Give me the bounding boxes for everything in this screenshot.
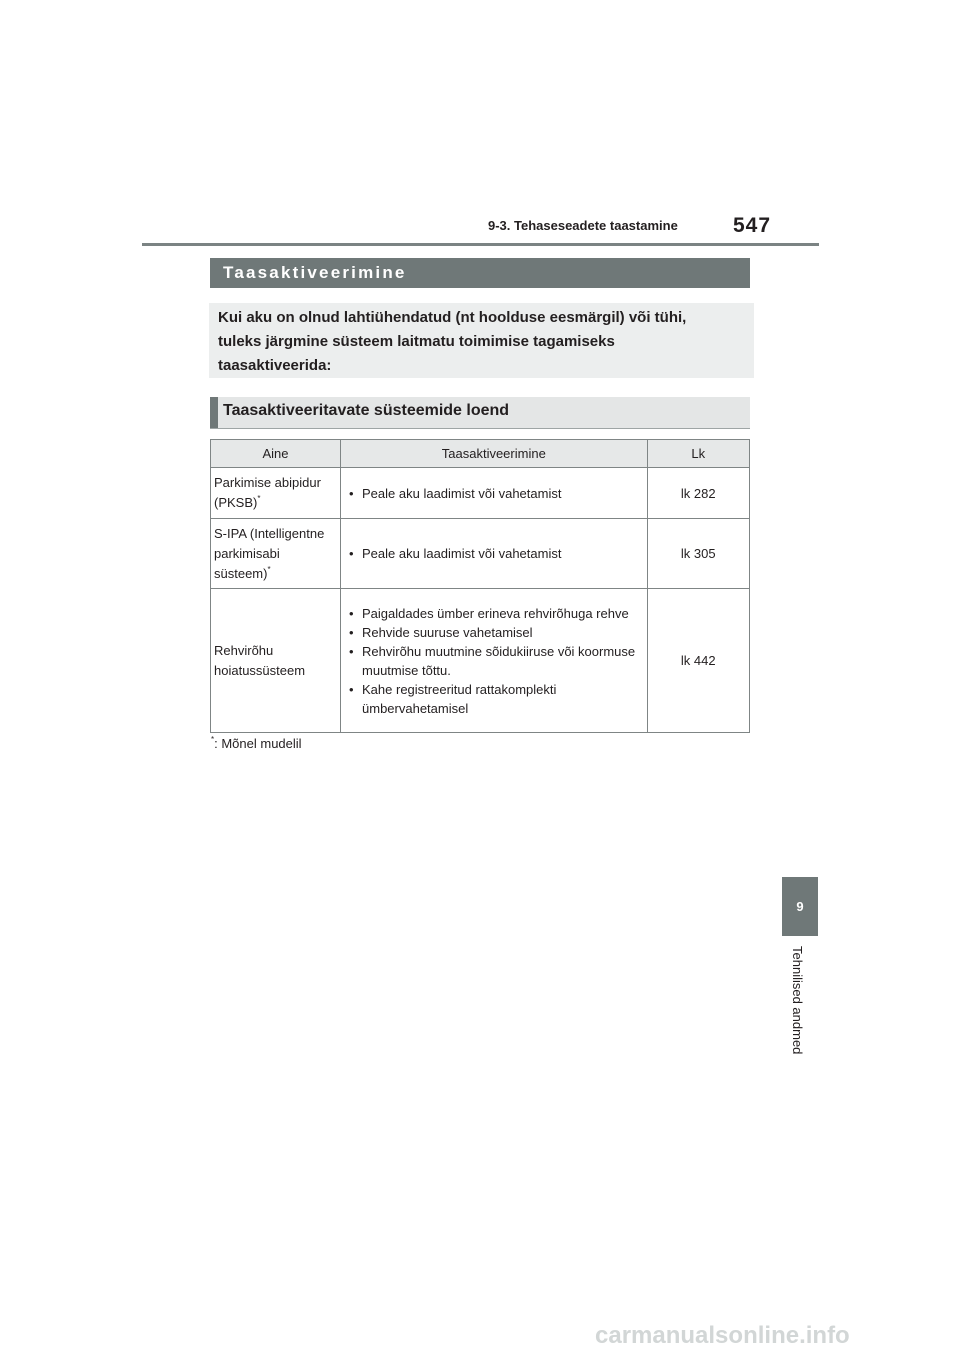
subsection-title-bar — [210, 397, 750, 428]
system-cell — [211, 519, 341, 589]
page-ref-cell: lk 305 — [647, 519, 749, 589]
reactivation-item: • Peale aku laadimist või vahetamist — [346, 484, 641, 503]
reactivation-item: • Kahe registreeritud rattakomplekti ümbervahetamisel — [346, 680, 641, 718]
table-row — [211, 589, 750, 733]
footnote-mark: * — [211, 735, 215, 744]
watermark: carmanualsonline.info — [595, 1322, 850, 1349]
section-title: Taasaktiveerimine — [223, 263, 407, 282]
footnote-asterisk: * — [257, 494, 261, 503]
intro-line: Kui aku on olnud lahtiühendatud (nt hoolduse eesmärgil) või tühi, — [218, 309, 687, 326]
running-header-section: 9-3. Tehaseseadete taastamine — [488, 218, 678, 233]
page-ref-cell: lk 442 — [647, 589, 749, 733]
reactivation-item: • Peale aku laadimist või vahetamist — [346, 544, 641, 563]
subsection-title: Taasaktiveeritavate süsteemide loend — [223, 402, 510, 419]
system-name-line: hoiatussüsteem — [214, 662, 306, 678]
page-ref-cell: lk 282 — [647, 468, 749, 519]
footnote-text: : Mõnel mudelil — [214, 736, 302, 751]
system-name-line: Rehvirõhu — [214, 642, 274, 658]
table-row — [211, 519, 750, 589]
footnote-asterisk: * — [267, 564, 271, 574]
reactivation-item: • Paigaldades ümber erineva rehvirõhuga rehve — [346, 604, 641, 623]
page-number: 547 — [733, 214, 772, 237]
system-cell — [211, 468, 341, 519]
reactivation-item: • Rehvide suuruse vahetamisel — [346, 623, 641, 642]
table-header-row — [211, 440, 750, 468]
system-name-line: Parkimise abipidur — [214, 475, 321, 490]
system-name-line: süsteem) — [214, 565, 268, 581]
footnote — [211, 736, 302, 751]
table-row — [211, 468, 750, 519]
chapter-tab — [782, 877, 818, 936]
system-name-line: S-IPA (Intelligentne — [214, 525, 325, 541]
column-header-reactivation: Taasaktiveerimine — [341, 440, 648, 468]
header-divider — [142, 243, 819, 246]
reactivation-cell — [341, 468, 648, 519]
systems-table — [210, 439, 750, 733]
column-header-system: Aine — [211, 440, 341, 468]
chapter-number: 9 — [796, 899, 804, 914]
reactivation-item: • Rehvirõhu muutmine sõidukiiruse või koormuse muutmise tõttu. — [346, 642, 641, 680]
chapter-label: Tehnilised andmed — [790, 946, 805, 1055]
reactivation-cell — [341, 589, 648, 733]
system-name-line: parkimisabi — [214, 545, 280, 561]
section-title-bar — [210, 258, 750, 288]
reactivation-cell — [341, 519, 648, 589]
system-name-line: (PKSB) — [214, 495, 258, 510]
intro-box — [209, 303, 754, 378]
intro-line: tuleks järgmine süsteem laitmatu toimimise tagamiseks — [218, 333, 615, 350]
system-cell — [211, 589, 341, 733]
column-header-page: Lk — [647, 440, 749, 468]
intro-line: taasaktiveerida: — [218, 357, 332, 374]
subsection-divider — [210, 428, 750, 429]
